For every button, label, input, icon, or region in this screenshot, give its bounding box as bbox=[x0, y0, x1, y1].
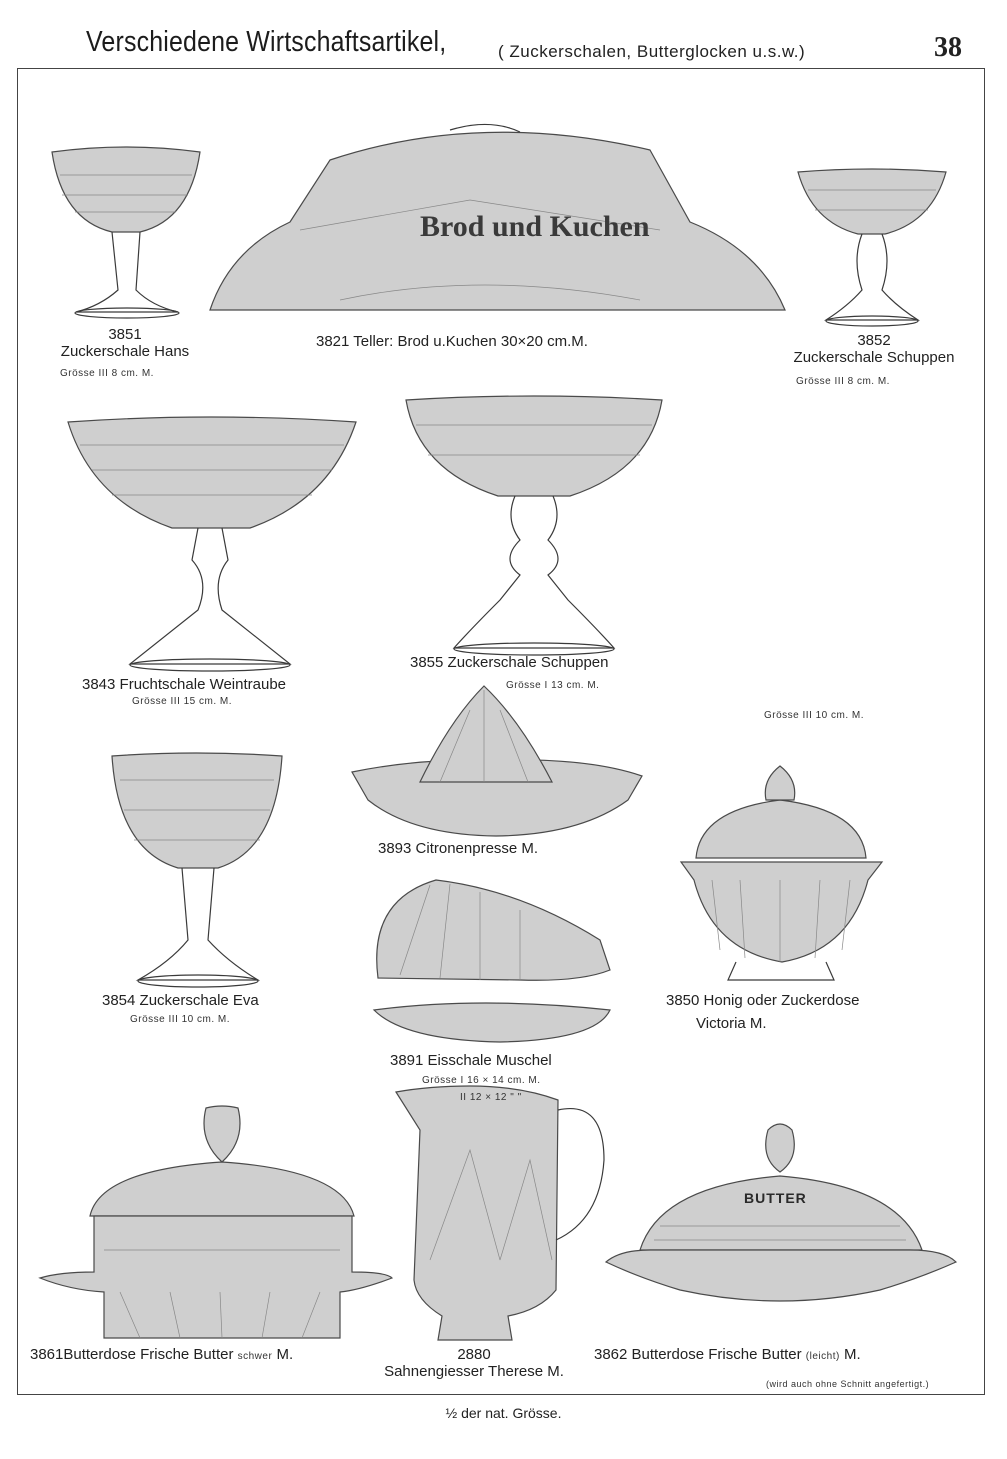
item-suffix: M. bbox=[839, 1346, 861, 1363]
butter-dish-3862-illustration bbox=[606, 1124, 956, 1301]
caption-3851 bbox=[40, 326, 210, 360]
caption-3891: 3891 Eisschale Muschel bbox=[390, 1052, 552, 1069]
note-3862: (wird auch ohne Schnitt angefertigt.) bbox=[766, 1379, 930, 1389]
size-3852: Grösse III 8 cm. M. bbox=[796, 376, 890, 387]
caption-3843: 3843 Fruchtschale Weintraube bbox=[82, 676, 287, 693]
caption-3861 bbox=[30, 1346, 293, 1363]
item-name: Zuckerschale Hans bbox=[60, 343, 190, 360]
caption-3854: 3854 Zuckerschale Eva bbox=[102, 992, 259, 1009]
caption-3850-b: Victoria M. bbox=[696, 1015, 767, 1032]
item-number: 3851 bbox=[108, 326, 142, 343]
item-number: 3852 bbox=[857, 332, 891, 349]
size-3855: Grösse I 13 cm. M. bbox=[506, 680, 600, 691]
caption-3821: 3821 Teller: Brod u.Kuchen 30×20 cm.M. bbox=[316, 333, 588, 350]
size-3843: Grösse III 15 cm. M. bbox=[132, 696, 233, 707]
size-3851: Grösse III 8 cm. M. bbox=[60, 368, 154, 379]
honey-pot-3850-illustration bbox=[681, 766, 882, 980]
caption-3855: 3855 Zuckerschale Schuppen bbox=[410, 654, 609, 671]
item-caption: 3862 Butterdose Frische Butter bbox=[594, 1346, 802, 1363]
shell-bowl-3891-illustration bbox=[374, 880, 610, 1042]
page-footer: ½ der nat. Grösse. bbox=[445, 1405, 562, 1421]
page-subtitle: ( Zuckerschalen, Butterglocken u.s.w.) bbox=[498, 42, 806, 61]
caption-3893: 3893 Citronenpresse M. bbox=[378, 840, 539, 857]
item-tag: schwer bbox=[237, 1351, 273, 1362]
lemon-press-3893-illustration bbox=[352, 686, 642, 836]
item-name: Sahnengiesser Therese M. bbox=[384, 1363, 564, 1380]
caption-3852 bbox=[776, 332, 972, 366]
fruit-bowl-3843-illustration bbox=[68, 417, 356, 671]
plate-inscription: Brod und Kuchen bbox=[420, 210, 650, 243]
page-number: 38 bbox=[934, 32, 962, 63]
page-title: Verschiedene Wirtschaftsartikel, bbox=[86, 26, 447, 58]
size-3854: Grösse III 10 cm. M. bbox=[130, 1014, 231, 1025]
item-caption: 3861Butterdose Frische Butter bbox=[30, 1346, 234, 1363]
size-3855-b: Grösse III 10 cm. M. bbox=[764, 710, 865, 721]
size-3891: Grösse I 16 × 14 cm. M. bbox=[422, 1075, 541, 1086]
item-suffix: M. bbox=[272, 1346, 294, 1363]
goblet-3852-illustration bbox=[798, 169, 946, 326]
item-name: Zuckerschale Schuppen bbox=[793, 349, 955, 366]
item-tag: (leicht) bbox=[805, 1351, 840, 1362]
butter-lid-inscription: BUTTER bbox=[744, 1190, 807, 1206]
caption-3862 bbox=[594, 1346, 861, 1363]
goblet-3854-illustration bbox=[112, 753, 282, 987]
caption-2880 bbox=[366, 1346, 582, 1380]
footed-bowl-3855-illustration bbox=[406, 396, 662, 655]
cream-jug-2880-illustration bbox=[396, 1086, 604, 1340]
size-3891-b: II 12 × 12 " " bbox=[460, 1092, 522, 1103]
goblet-3851-illustration bbox=[52, 147, 200, 318]
caption-3850: 3850 Honig oder Zuckerdose bbox=[666, 992, 860, 1009]
item-number: 2880 bbox=[457, 1346, 491, 1363]
butter-dish-3861-illustration bbox=[40, 1106, 392, 1338]
